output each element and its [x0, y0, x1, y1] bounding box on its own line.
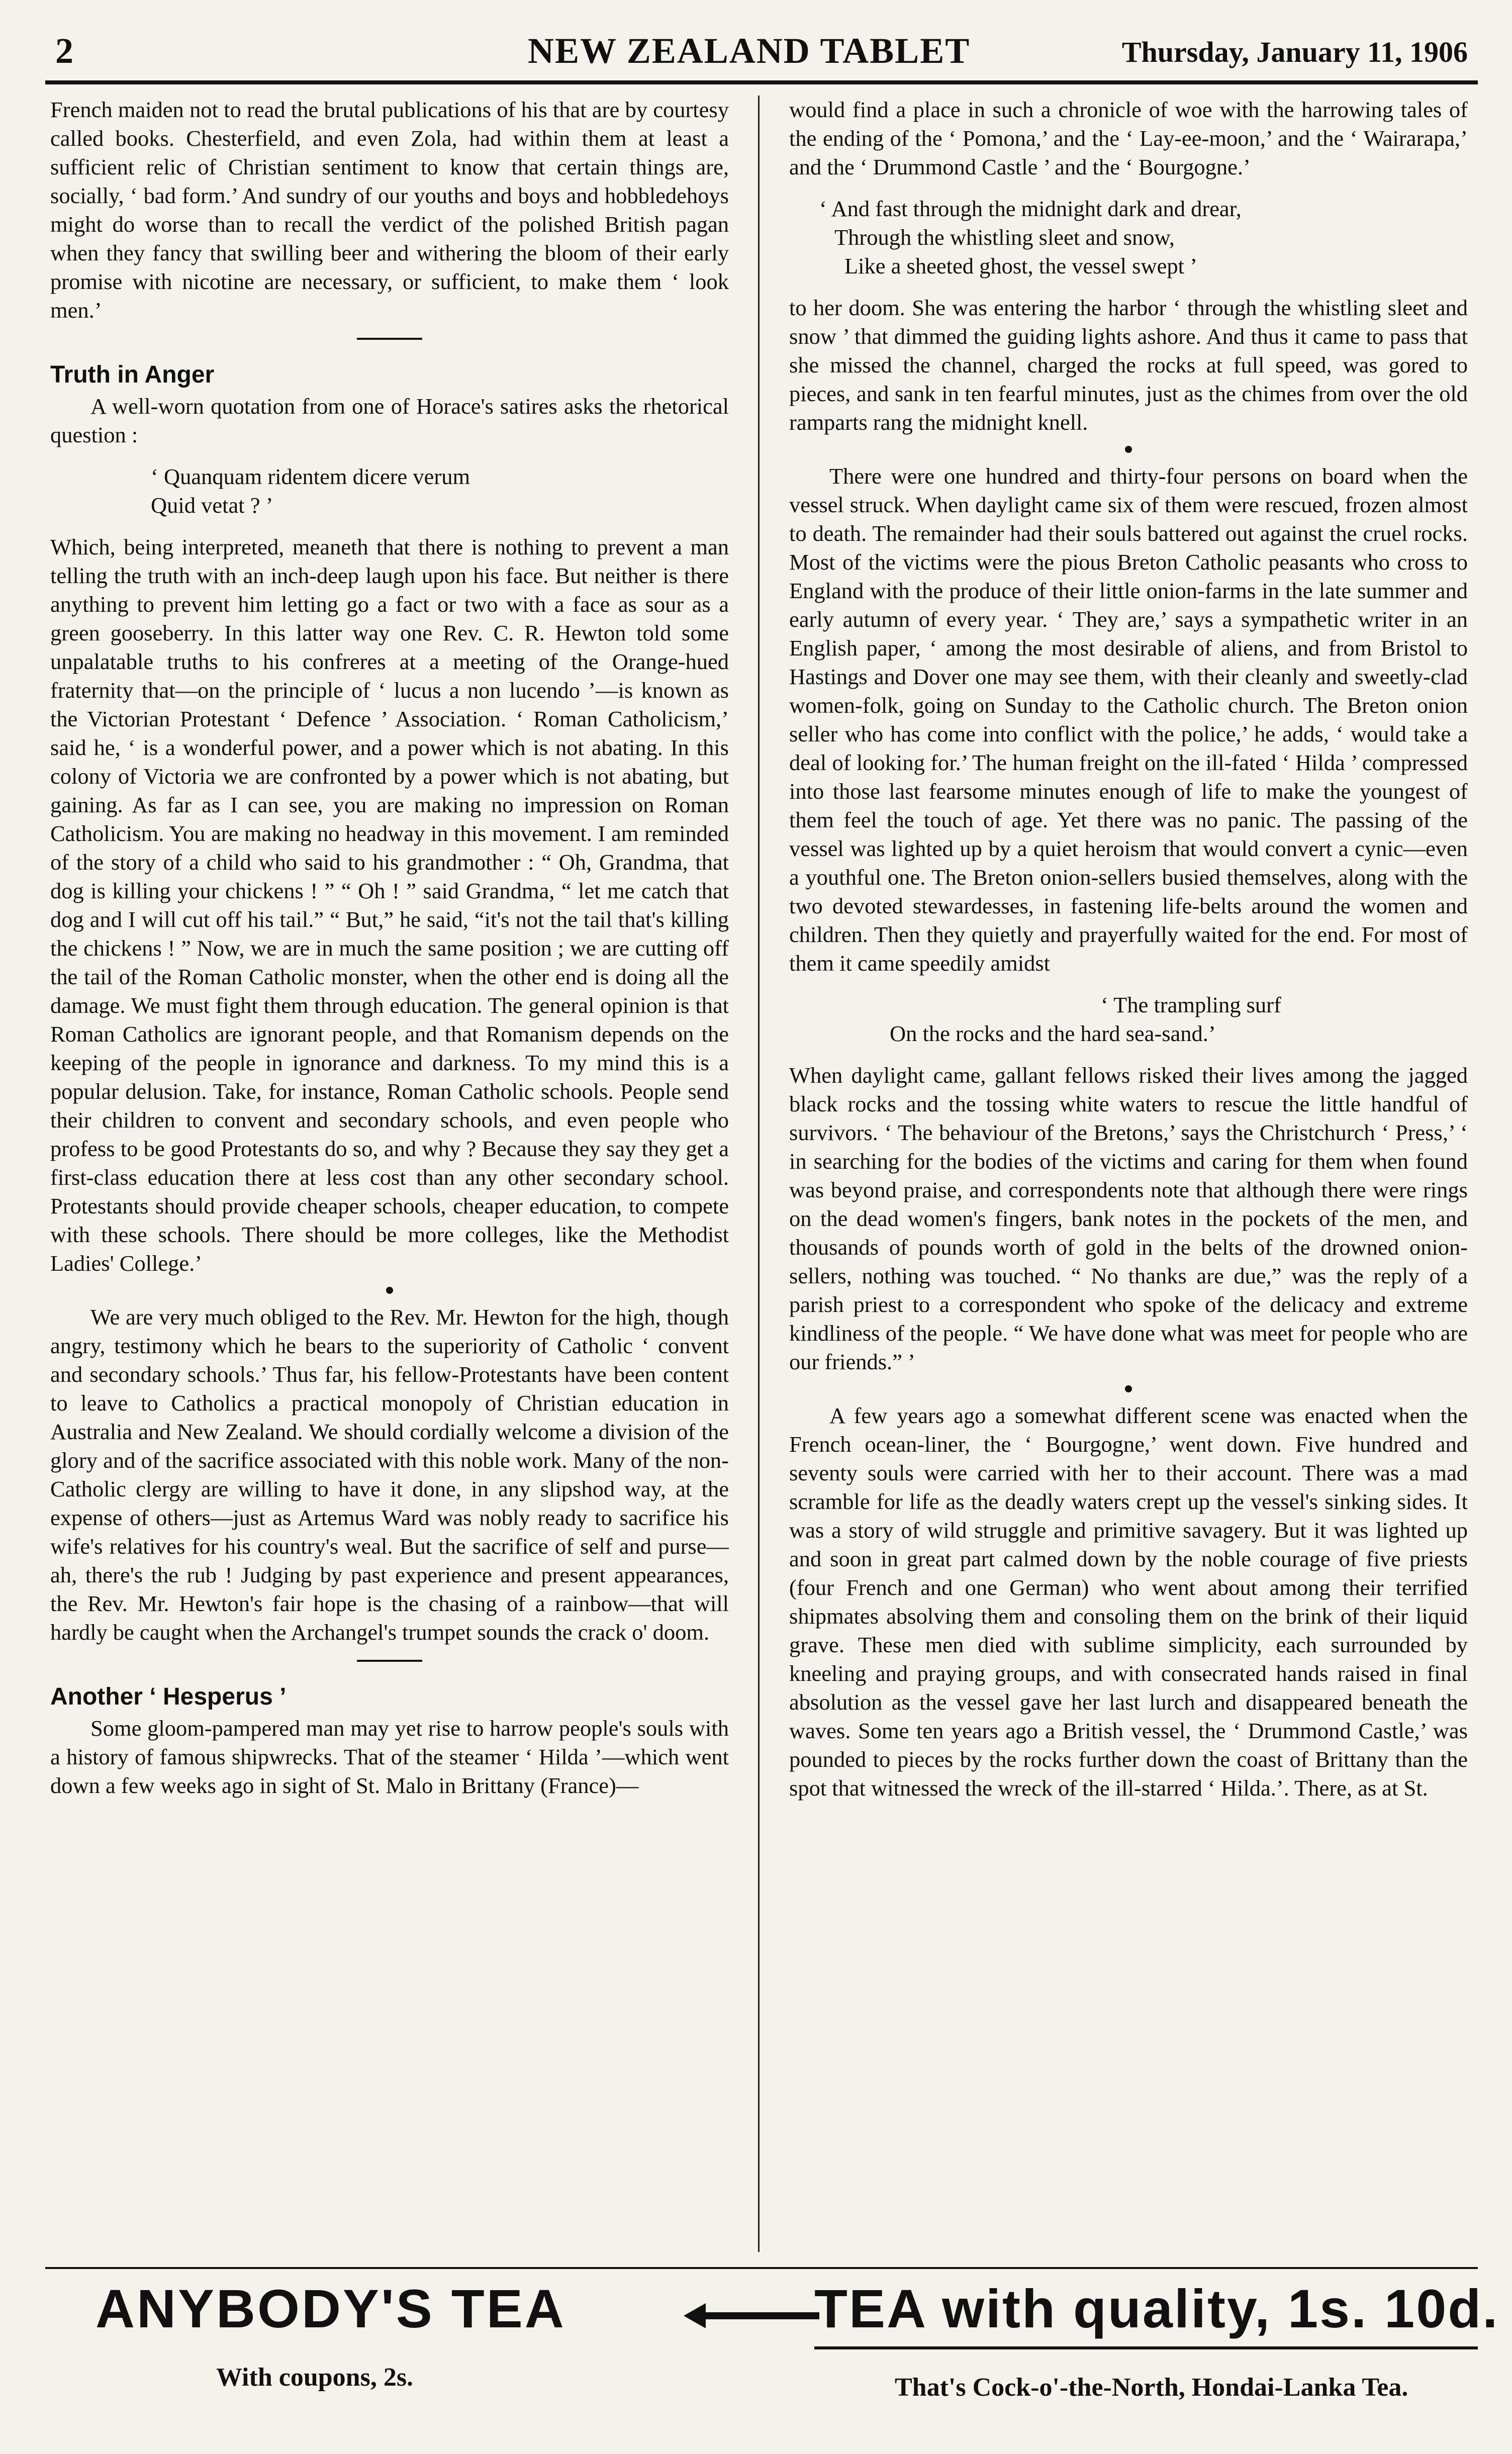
advert-left-title: ANYBODY'S TEA: [96, 2278, 566, 2339]
section-heading: Truth in Anger: [50, 361, 215, 388]
section-divider: [357, 1660, 422, 1662]
right-column: [789, 96, 1468, 2252]
paragraph: Which, being interpreted, meaneth that there is nothing to prevent a man telling the truth with an inch-deep laugh upon his face. But neither is there anything to prevent him letting go a fact or two with a face as sour as a green gooseberry. In this latter way one Rev. C. R. Hewton told some unpalatable truths to his confreres at a meeting of the Orange-hued fraternity that—on the principle of ‘ lucus a non lucendo ’—is known as the Victorian Protestant ‘ Defence ’ Association. ‘ Roman Catholicism,’ said he, ‘ is a wonderful power, and a power which is not abating. In this colony of Victoria we are confronted by a power which is not abating, but gaining. As far as I can see, you are making no impression on Roman Catholicism. You are making no headway in this movement. I am reminded of the story of a child who said to his grandmother : “ Oh, Grandma, that dog is killing your chickens ! ” “ Oh ! ” said Grandma, “ let me catch that dog and I will cut off his tail.” “ But,” he said, “it's not the tail that's killing the chickens ! ” Now, we are in much the same position ; we are cutting off the tail of the Roman Catholic monster, when the other end is doing all the damage. We must fight them through education. The general opinion is that Roman Catholics are ignorant people, and that Romanism depends on the keeping of the people in ignorance and darkness. To my mind this is a popular delusion. Take, for instance, Roman Catholic schools. People send their children to convent and secondary schools, and even people who profess to be good Protestants do so, and why ? Because they say they get a first-class education there at less cost than any other secondary school. Protestants should provide cheaper schools, cheaper education, to compete with these schools. There should be more colleges, like the Methodist Ladies' College.’: [50, 534, 729, 1276]
page-number: 2: [55, 31, 73, 71]
verse-line: ‘ Quanquam ridentem dicere verum: [151, 464, 470, 489]
masthead: [45, 30, 1478, 75]
paragraph: When daylight came, gallant fellows risked their lives among the jagged black rocks and the tossing white waters to rescue the little handful of survivors. ‘ The behaviour of the Bretons,’ says the Christchurch ‘ Press,’ ‘ in searching for the bodies of the victims and caring for them when found was beyond praise, and correspondents note that although there were rings on the dead women's fingers, bank notes in the pockets of the men, and thousands of pounds worth of gold in the belts of the drowned onion-sellers, nothing was touched. “ No thanks are due,” was the reply of a parish priest to a correspondent who spoke of the delicacy and extreme kindliness of the people. “ We have done what was meet for people who are our friends.” ’: [789, 1063, 1468, 1374]
paper-title: NEW ZEALAND TABLET: [528, 31, 971, 71]
masthead-rule: [45, 80, 1478, 84]
paragraph-separator: [1125, 446, 1132, 453]
paragraph: would find a place in such a chronicle of woe with the harrowing tales of the ending of the ‘ Pomona,’ and the ‘ Lay-ee-moon,’ and the ‘ Wairarapa,’ and the ‘ Drummond Castle ’ and the ‘ Bourgogne.’: [789, 97, 1468, 179]
arrow-icon: [704, 2312, 819, 2319]
paragraph-separator: [386, 1287, 393, 1294]
left-column: [50, 96, 729, 2252]
paragraph: French maiden not to read the brutal publications of his that are by courtesy called books. Chesterfield, and even Zola, had within them at least a sufficient relic of Christian sentiment to know that certain things are, socially, ‘ bad form.’ And sundry of our youths and boys and hobbledehoys might do worse than to recall the verdict of the polished British pagan when they fancy that swilling beer and withering the bloom of their early promise with nicotine are necessary, or sufficient, to make them ‘ look men.’: [50, 97, 729, 323]
issue-date: Thursday, January 11, 1906: [1121, 36, 1468, 68]
column-divider: [758, 96, 760, 2252]
section-divider: [357, 338, 422, 340]
paragraph: A well-worn quotation from one of Horace's satires asks the rhetorical question :: [50, 394, 729, 447]
advert-right-title: TEA with quality, 1s. 10d.: [814, 2278, 1499, 2339]
paragraph: There were one hundred and thirty-four persons on board when the vessel struck. When daylight came six of them were rescued, frozen almost to death. The remainder had their souls battered out against the cruel rocks. Most of the victims were the pious Breton Catholic peasants who cross to England with the produce of their little onion-farms in the late summer and early autumn of every year. ‘ They are,’ says a sympathetic writer in an English paper, ‘ among the most desirable of aliens, and from Bristol to Hastings and Dover one may see them, with their cleanly and sweetly-clad women-folk, going on Sunday to the Catholic church. The Breton onion seller who has come into conflict with the police,’ he adds, ‘ would take a deal of looking for.’ The human freight on the ill-fated ‘ Hilda ’ compressed into those last fearsome minutes enough of life to make the youngest of them feel the touch of age. Yet there was no panic. The passing of the vessel was lighted up by a quiet heroism that would convert a cynic—even a youthful one. The Breton onion-sellers busied themselves, along with the two devoted stewardesses, in fastening life-belts around the women and children. Then they quietly and prayerfully waited for the end. For most of them it came speedily amidst: [789, 463, 1468, 976]
section-heading: Another ‘ Hesperus ’: [50, 1683, 287, 1710]
verse-quote: [789, 195, 1468, 280]
paragraph: to her doom. She was entering the harbor ‘ through the whistling sleet and snow ’ that dimmed the guiding lights ashore. And thus it came to pass that she missed the channel, charged the rocks at full speed, was gored to pieces, and sank in ten fearful minutes, just as the chimes from over the old ramparts rang the midnight knell.: [789, 295, 1468, 435]
verse-quote: [50, 462, 729, 520]
advert-left-subtitle: With coupons, 2s.: [216, 2363, 414, 2392]
advert-rule: [45, 2267, 1478, 2269]
verse-quote: [789, 991, 1468, 1048]
paragraph: A few years ago a somewhat different scene was enacted when the French ocean-liner, the ‘ Bourgogne,’ went down. Five hundred and seventy souls were carried with her to their account. There was a mad scramble for life as the deadly waters crept up the vessel's sinking sides. It was a story of wild struggle and primitive savagery. But it was lighted up and soon in great part calmed down by the noble courage of five priests (four French and one German) who went about among their terrified shipmates absolving them and consoling them on the brink of their liquid grave. These men died with sublime simplicity, each surrounded by kneeling and praying groups, and with consecrated hands raised in final absolution as the vessel gave her last lurch and disappeared beneath the waves. Some ten years ago a British vessel, the ‘ Drummond Castle,’ was pounded to pieces by the rocks further down the coast of Brittany than the spot that witnessed the wreck of the ill-starred ‘ Hilda.’. There, as at St.: [789, 1403, 1468, 1801]
paragraph-separator: [1125, 1385, 1132, 1392]
verse-line: Quid vetat ? ’: [151, 493, 273, 518]
verse-line: Through the whistling sleet and snow,: [834, 225, 1175, 250]
verse-line: ‘ The trampling surf: [1101, 992, 1281, 1017]
paragraph: We are very much obliged to the Rev. Mr. Hewton for the high, though angry, testimony which he bears to the superiority of Catholic ‘ convent and secondary schools.’ Thus far, his fellow-Protestants have been content to leave to Catholics a practical monopoly of Christian education in Australia and New Zealand. We should cordially welcome a division of the glory and of the sacrifice associated with this noble work. Many of the non-Catholic clergy are willing to have it done, in any slipshod way, at the expense of others—just as Artemus Ward was nobly ready to sacrifice his wife's relatives for his country's weal. But the sacrifice of self and purse—ah, there's the rub ! Judging by past experience and present appearances, the Rev. Mr. Hewton's fair hope is the chasing of a rainbow—that will hardly be caught when the Archangel's trumpet sounds the crack o' doom.: [50, 1304, 729, 1645]
verse-line: On the rocks and the hard sea-sand.’: [890, 1021, 1216, 1046]
advert-underline: [814, 2346, 1478, 2349]
paragraph: Some gloom-pampered man may yet rise to harrow people's souls with a history of famous shipwrecks. That of the steamer ‘ Hilda ’—which went down a few weeks ago in sight of St. Malo in Brittany (France)—: [50, 1716, 729, 1798]
advert-right-subtitle: That's Cock-o'-the-North, Hondai-Lanka Tea.: [895, 2373, 1408, 2402]
verse-line: Like a sheeted ghost, the vessel swept ’: [844, 253, 1197, 278]
verse-line: ‘ And fast through the midnight dark and drear,: [819, 196, 1242, 221]
